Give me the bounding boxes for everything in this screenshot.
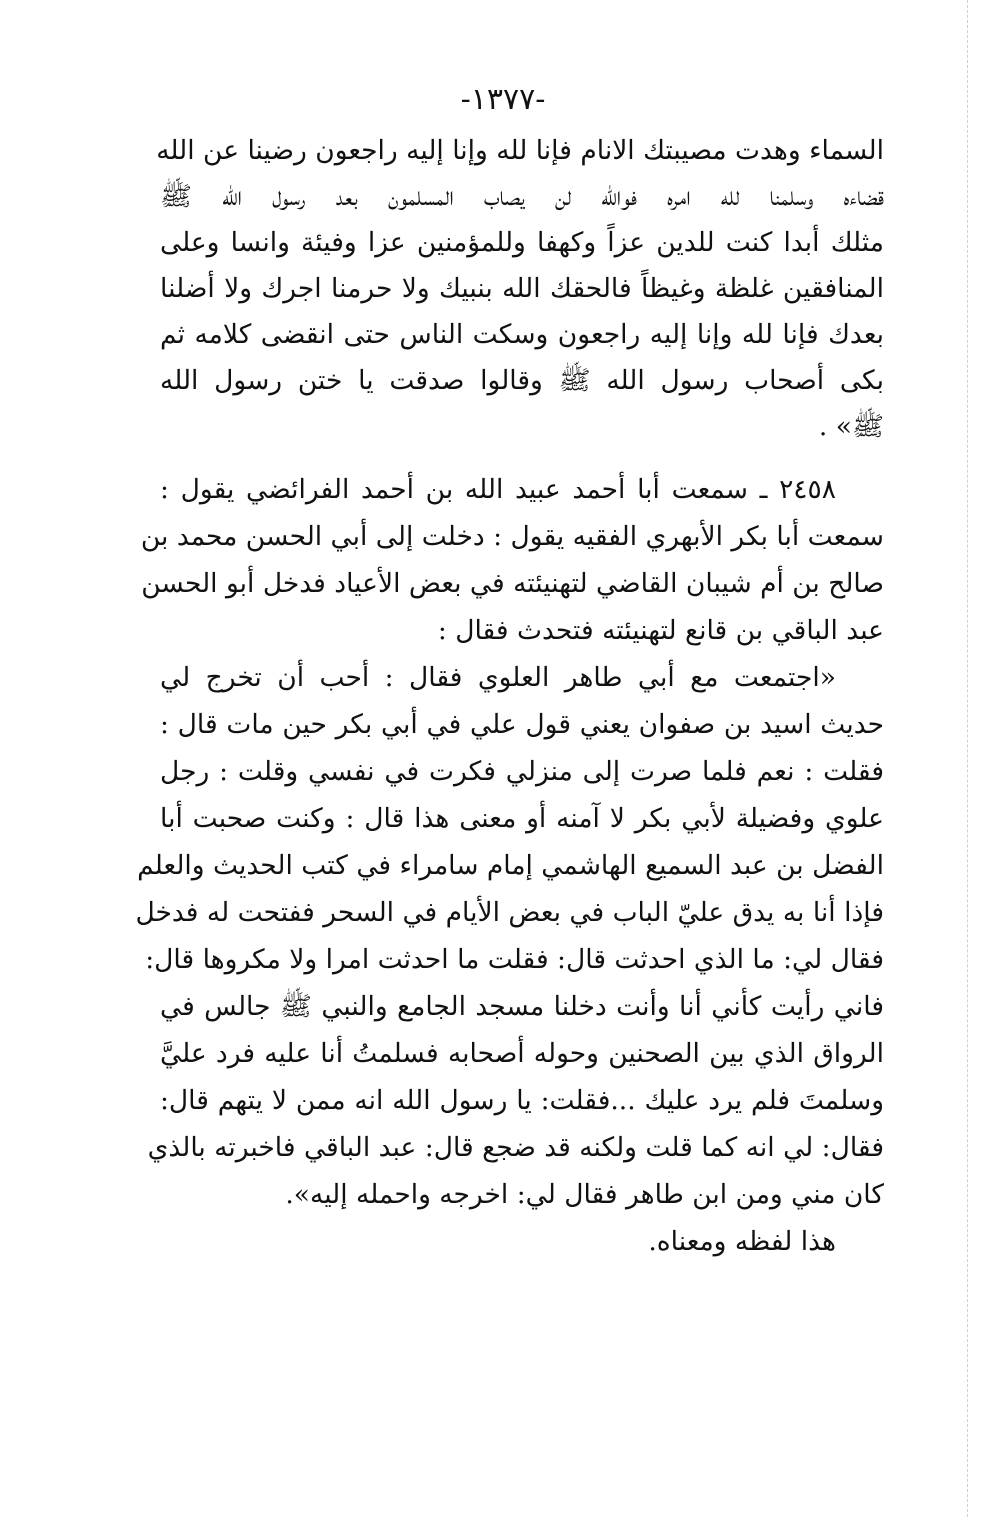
text-line: قضاءه وسلمنا لله امره فوالله لن يصاب المسلمون بعد رسول الله ﷺ <box>160 181 884 212</box>
text-block-narration-2458 <box>135 466 884 1265</box>
text-line: ﷺ» . <box>818 411 884 442</box>
text-line: وسلمتَ فلم يرد عليك ...فقلت: يا رسول الله انه ممن لا يتهم قال: <box>160 1085 884 1116</box>
scan-edge-line <box>967 0 968 1517</box>
text-line: حديث اسيد بن صفوان يعني قول علي في أبي بكر حين مات قال : <box>160 709 884 740</box>
text-line: السماء وهدت مصيبتك الانام فإنا لله وإنا إليه راجعون رضينا عن الله <box>156 135 884 166</box>
text-line: كان مني ومن ابن طاهر فقال لي: اخرجه واحمله إليه». <box>285 1179 884 1210</box>
text-line: «اجتمعت مع أبي طاهر العلوي فقال : أحب أن تخرج لي <box>160 662 836 693</box>
text-line: فاني رأيت كأني أنا وأنت دخلنا مسجد الجامع والنبي ﷺ جالس في <box>160 991 884 1022</box>
text-line: هذا لفظه ومعناه. <box>648 1226 836 1257</box>
text-line: فقلت : نعم فلما صرت إلى منزلي فكرت في نفسي وقلت : رجل <box>160 756 884 787</box>
text-line: بعدك فإنا لله وإنا إليه راجعون وسكت الناس حتى انقضى كلامه ثم <box>160 319 884 350</box>
text-line: الفضل بن عبد السميع الهاشمي إمام سامراء في كتب الحديث والعلم <box>137 850 884 881</box>
text-line: فإذا أنا به يدق عليّ الباب في بعض الأيام في السحر ففتحت له فدخل <box>135 897 884 928</box>
page-number: -١٣٧٧- <box>460 82 546 117</box>
text-line: عبد الباقي بن قانع لتهنيئته فتحدث فقال : <box>437 615 884 646</box>
text-line: سمعت أبا بكر الأبهري الفقيه يقول : دخلت إلى أبي الحسن محمد بن <box>140 521 884 552</box>
text-line: مثلك أبدا كنت للدين عزاً وكهفا وللمؤمنين عزا وفيئة وانسا وعلى <box>160 227 884 258</box>
text-block-continuation <box>156 128 884 450</box>
text-line: فقال لي: ما الذي احدثت قال: فقلت ما احدثت امرا ولا مكروها قال: <box>145 944 884 975</box>
text-line: المنافقين غلظة وغيظاً فالحقك الله بنبيك ولا حرمنا اجرك ولا أضلنا <box>160 273 884 304</box>
text-line: علوي وفضيلة لأبي بكر لا آمنه أو معنى هذا قال : وكنت صحبت أبا <box>160 803 884 834</box>
text-line: صالح بن أم شيبان القاضي لتهنيئته في بعض الأعياد فدخل أبو الحسن <box>141 568 884 599</box>
text-line: بكى أصحاب رسول الله ﷺ وقالوا صدقت يا ختن رسول الله <box>160 365 884 396</box>
text-line: الرواق الذي بين الصحنين وحوله أصحابه فسلمتُ أنا عليه فرد عليَّ <box>160 1038 884 1069</box>
text-line: فقال: لي انه كما قلت ولكنه قد ضجع قال: عبد الباقي فاخبرته بالذي <box>147 1132 884 1163</box>
text-line: ٢٤٥٨ ـ سمعت أبا أحمد عبيد الله بن أحمد الفرائضي يقول : <box>160 474 836 505</box>
